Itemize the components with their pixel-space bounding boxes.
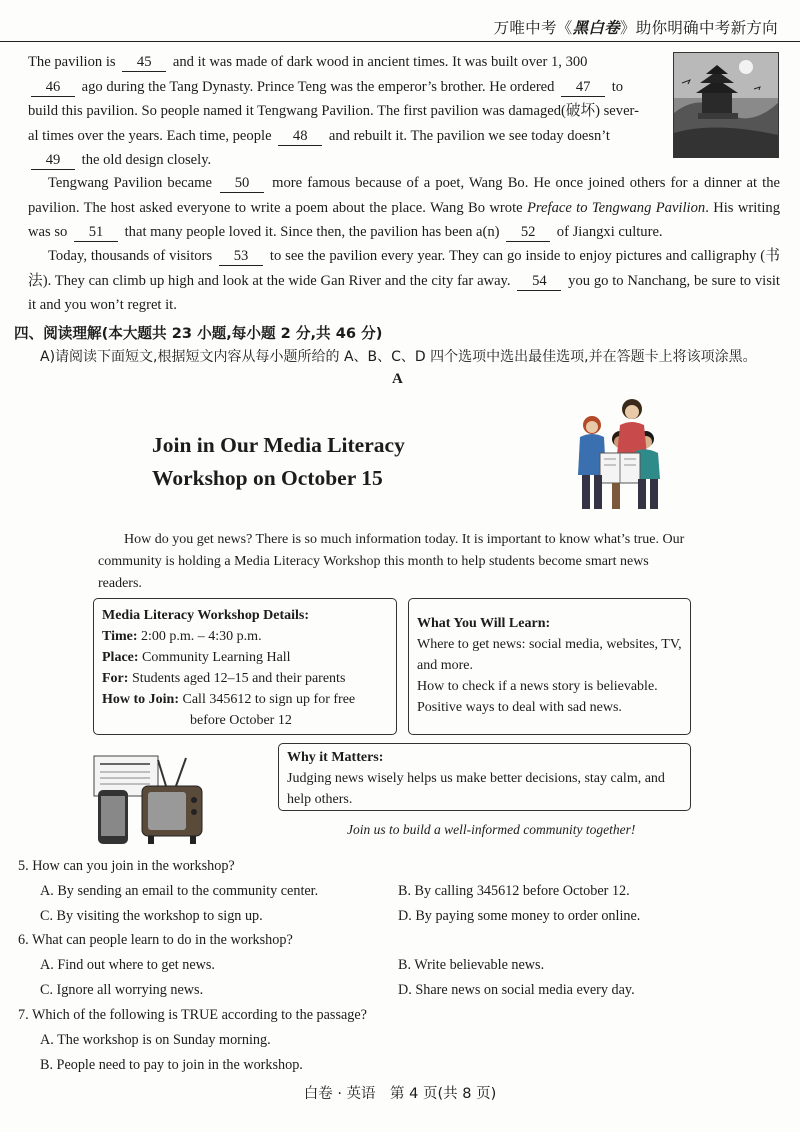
blank-49: 49 bbox=[31, 152, 75, 170]
cloze-line bbox=[28, 148, 780, 173]
family-reading-newspaper-illustration bbox=[572, 395, 672, 515]
poster-title-line-2: Workshop on October 15 bbox=[152, 466, 383, 490]
poster-tagline: Join us to build a well-informed community together! bbox=[347, 822, 636, 837]
detail-place: Place: Community Learning Hall bbox=[102, 650, 291, 665]
header-divider bbox=[0, 41, 800, 42]
text-segment: to bbox=[608, 78, 624, 95]
text-segment: more famous because of a poet, Wang Bo. He once joined others for a dinner at the pavilion. The host asked everyone to write a poem about the place. Wang Bo wrote bbox=[28, 175, 780, 216]
question-6: 6. What can people learn to do in the workshop? bbox=[18, 932, 293, 948]
text-segment: al times over the years. Each time, people bbox=[28, 127, 276, 144]
cloze-paragraph-2 bbox=[28, 171, 780, 245]
cloze-paragraph-1 bbox=[28, 50, 780, 173]
text-segment: Tengwang Pavilion became bbox=[48, 175, 218, 191]
text-segment: build this pavilion. So people named it Tengwang Pavilion. The first pavilion was damaged(破坏) sever- bbox=[28, 103, 639, 120]
option-7b[interactable]: B. People need to pay to join in the workshop. bbox=[40, 1057, 303, 1073]
why-it-matters-box bbox=[278, 743, 691, 811]
option-5b[interactable]: B. By calling 345612 before October 12. bbox=[398, 883, 630, 899]
section-instruction: A)请阅读下面短文,根据短文内容从每小题所给的 A、B、C、D 四个选项中选出最佳选项,并在答题卡上将该项涂黑。 bbox=[40, 349, 757, 365]
option-6a[interactable]: A. Find out where to get news. bbox=[40, 957, 215, 973]
cloze-line bbox=[28, 124, 646, 149]
why-title: Why it Matters: bbox=[287, 750, 384, 765]
text-segment: and it was made of dark wood in ancient times. It was built over 1, 300 bbox=[169, 54, 588, 70]
passage-letter: A bbox=[392, 371, 403, 387]
learn-item: How to check if a news story is believable. bbox=[417, 679, 658, 694]
detail-for: For: Students aged 12–15 and their parents bbox=[102, 671, 346, 686]
book-title: Preface to Tengwang Pavilion bbox=[526, 199, 706, 216]
poster-intro: How do you get news? There is so much information today. It is important to know what’s true. Our community is holding a Media Literacy Workshop this month to help students become smart news readers. bbox=[98, 532, 685, 591]
text-segment: ago during the Tang Dynasty. Prince Teng was the emperor’s brother. He ordered bbox=[78, 78, 559, 95]
blank-51: 51 bbox=[74, 224, 118, 242]
text-segment: . His writing was so bbox=[28, 199, 780, 241]
cloze-paragraph-3 bbox=[28, 244, 780, 318]
text-segment: of Jiangxi culture. bbox=[553, 224, 663, 241]
option-5a[interactable]: A. By sending an email to the community center. bbox=[40, 883, 319, 899]
option-6b[interactable]: B. Write believable news. bbox=[398, 957, 545, 973]
question-5: 5. How can you join in the workshop? bbox=[18, 858, 235, 874]
detail-time: Time: 2:00 p.m. – 4:30 p.m. bbox=[102, 629, 262, 644]
blank-45: 45 bbox=[122, 54, 166, 72]
pavilion-photo bbox=[673, 52, 779, 158]
option-7a[interactable]: A. The workshop is on Sunday morning. bbox=[40, 1032, 271, 1048]
poster-title bbox=[152, 429, 405, 495]
section-heading: 四、阅读理解(本大题共 23 小题,每小题 2 分,共 46 分) bbox=[14, 325, 383, 342]
text-segment: and rebuilt it. The pavilion we see today doesn’t bbox=[325, 127, 610, 144]
text-segment: the old design closely. bbox=[78, 152, 212, 169]
text-segment: you go to Nanchang, be sure to visit it and you won’t regret it. bbox=[28, 272, 780, 314]
cloze-line bbox=[28, 99, 646, 124]
question-7: 7. Which of the following is TRUE according to the passage? bbox=[18, 1007, 367, 1023]
text-segment: Today, thousands of visitors bbox=[48, 248, 217, 264]
blank-46: 46 bbox=[31, 79, 75, 97]
learn-title: What You Will Learn: bbox=[417, 616, 551, 631]
learn-item: Positive ways to deal with sad news. bbox=[417, 700, 622, 715]
blank-52: 52 bbox=[506, 224, 550, 242]
text-segment: to see the pavilion every year. They can go inside to enjoy pictures and calligraphy (书法). They can climb up high and look at the wide Gan River and the city far away. bbox=[28, 248, 780, 289]
option-6d[interactable]: D. Share news on social media every day. bbox=[398, 982, 635, 998]
cloze-line bbox=[28, 50, 646, 75]
what-you-will-learn-box bbox=[408, 598, 691, 735]
workshop-details-box bbox=[93, 598, 397, 735]
header-brand: 万唯中考《黑白卷》助你明确中考新方向 bbox=[493, 19, 778, 37]
poster-title-line-1: Join in Our Media Literacy bbox=[152, 433, 405, 457]
blank-48: 48 bbox=[278, 128, 322, 146]
details-title: Media Literacy Workshop Details: bbox=[102, 608, 310, 623]
why-text: Judging news wisely helps us make better decisions, stay calm, and help others. bbox=[287, 771, 665, 807]
detail-how-to-join: How to Join: Call 345612 to sign up for free bbox=[102, 692, 356, 707]
blank-54: 54 bbox=[517, 273, 561, 291]
text-segment: that many people loved it. Since then, the pavilion has been a(n) bbox=[120, 224, 504, 241]
cloze-line bbox=[28, 75, 646, 100]
option-5c[interactable]: C. By visiting the workshop to sign up. bbox=[40, 908, 263, 924]
learn-item: Where to get news: social media, websites, TV, and more. bbox=[417, 637, 682, 673]
phone-tv-newspaper-illustration bbox=[92, 750, 204, 850]
text-segment: The pavilion is bbox=[28, 54, 120, 70]
blank-47: 47 bbox=[561, 79, 605, 97]
page-footer: 白卷 · 英语 第 4 页(共 8 页) bbox=[303, 1086, 497, 1102]
option-6c[interactable]: C. Ignore all worrying news. bbox=[40, 982, 204, 998]
detail-deadline: before October 12 bbox=[190, 713, 292, 728]
blank-50: 50 bbox=[220, 175, 264, 193]
option-5d[interactable]: D. By paying some money to order online. bbox=[398, 908, 641, 924]
blank-53: 53 bbox=[219, 248, 263, 266]
